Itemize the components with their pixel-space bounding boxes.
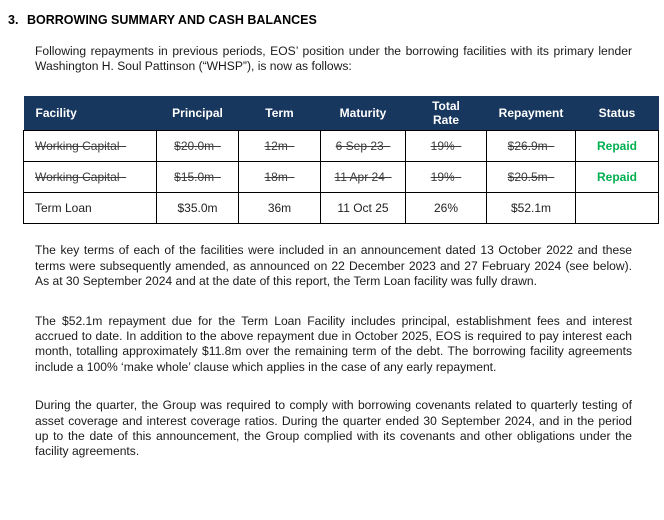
cell-repayment: $20.5m [507, 170, 548, 185]
cell-maturity: 6 Sep 23 [335, 139, 384, 154]
cell-repayment: $52.1m [510, 201, 552, 216]
cell-term: 12m [264, 139, 288, 154]
cell-total-rate: 19% [430, 139, 455, 154]
section-heading [0, 13, 664, 27]
cell-total-rate: 26% [433, 201, 459, 216]
status-badge: Repaid [596, 139, 637, 154]
table-row-working-capital-2 [24, 162, 659, 193]
cell-term: 36m [267, 201, 292, 216]
cell-maturity: 11 Apr 24 [334, 170, 385, 185]
paragraph-covenants: During the quarter, the Group was required to comply with borrowing covenants related to quarterly testing of asset coverage and interest coverage ratios. During the quarter ended 30 September 2024, and in the period up to the date of this announcement, the Group complied with its covenants and other obligations under the facility agreements. [35, 398, 632, 459]
cell-total-rate: 19% [430, 170, 455, 185]
column-header-facility: Facility [24, 96, 157, 131]
column-header-principal: Principal [157, 96, 239, 131]
table-row-working-capital-1 [24, 131, 659, 162]
section-title: BORROWING SUMMARY AND CASH BALANCES [27, 13, 317, 27]
column-header-total-rate: Total Rate [406, 96, 487, 131]
cell-repayment: $26.9m [507, 139, 548, 154]
cell-facility: Term Loan [35, 201, 92, 216]
column-header-status: Status [576, 96, 659, 131]
cell-principal: $15.0m [174, 170, 215, 185]
cell-maturity: 11 Oct 25 [337, 201, 389, 216]
section-number: 3. [8, 13, 19, 27]
cell-facility: Working Capital [35, 139, 120, 154]
borrowing-facilities-table [23, 96, 659, 225]
paragraph-repayment: The $52.1m repayment due for the Term Loan Facility includes principal, establishment fees and interest accrued to date. In addition to the above repayment due in October 2025, EOS is required to pay interest each month, totalling approximately $11.8m over the remaining term of the debt. The borrowing facility agreements include a 100% ‘make whole’ clause which applies in the case of any early repayment. [35, 313, 632, 374]
cell-term: 18m [264, 170, 288, 185]
paragraph-intro: Following repayments in previous periods, EOS’ position under the borrowing facilities with its primary lender Washington H. Soul Pattinson (“WHSP”), is now as follows: [35, 44, 632, 74]
column-header-repayment: Repayment [487, 96, 576, 131]
table-header-row [24, 96, 659, 131]
cell-facility: Working Capital [35, 170, 120, 185]
table-row-term-loan [24, 193, 659, 224]
cell-principal: $35.0m [177, 201, 218, 216]
cell-principal: $20.0m [174, 139, 215, 154]
status-badge: Repaid [596, 170, 637, 185]
column-header-maturity: Maturity [321, 96, 406, 131]
paragraph-key-terms: The key terms of each of the facilities were included in an announcement dated 13 October 2022 and these terms were subsequently amended, as announced on 22 December 2023 and 27 February 2024 (see below). As at 30 September 2024 and at the date of this report, the Term Loan facility was fully drawn. [35, 243, 632, 289]
column-header-term: Term [239, 96, 321, 131]
